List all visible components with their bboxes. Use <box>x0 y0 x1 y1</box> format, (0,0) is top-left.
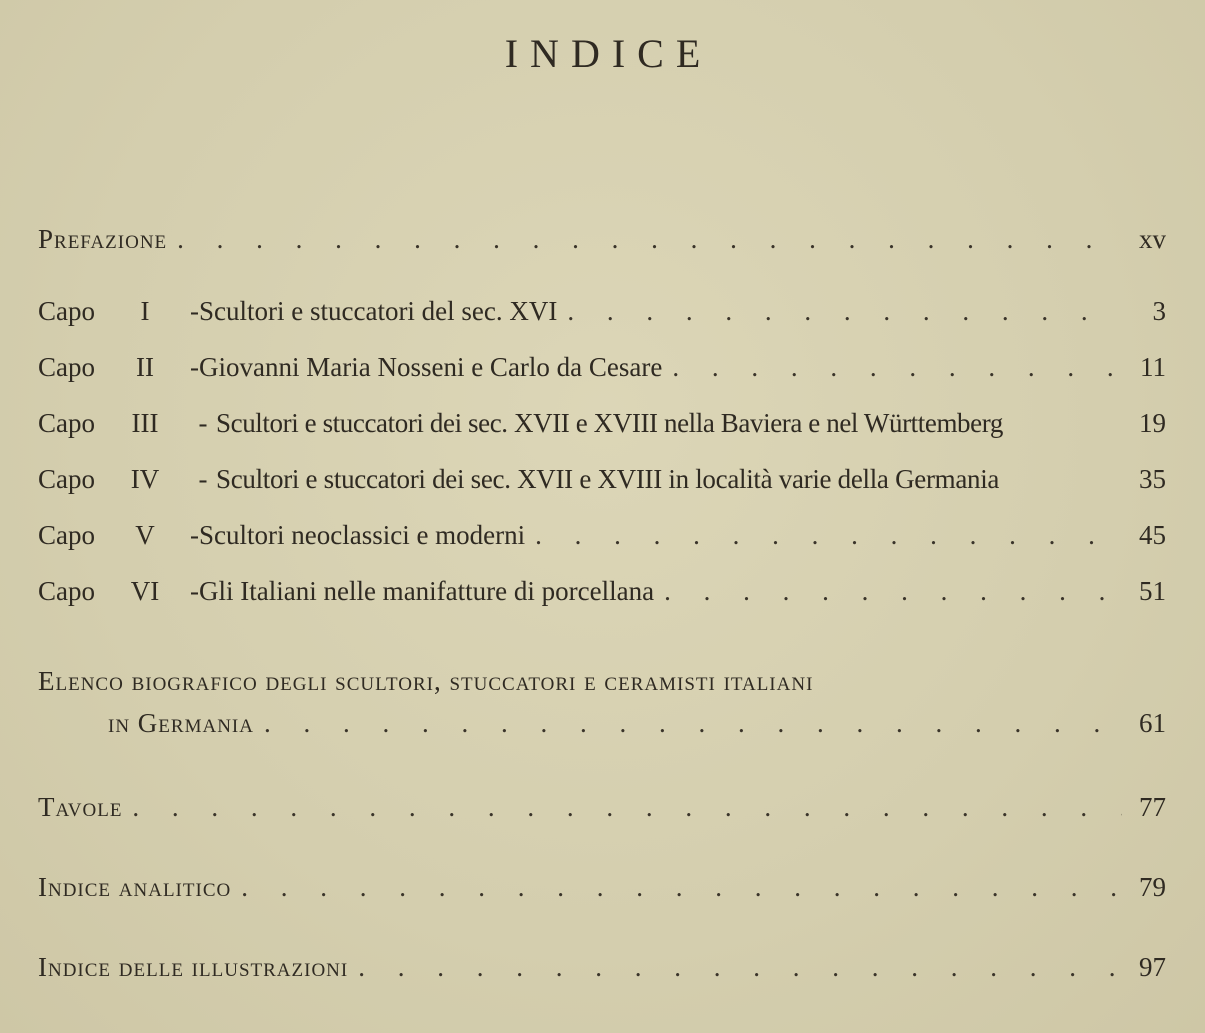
toc-entry-elenco-line2 <box>108 708 1166 748</box>
chapter-number: II <box>136 352 154 382</box>
chapter-title: Gli Italiani nelle manifatture di porcellana <box>199 576 655 606</box>
toc-page-number: 61 <box>1139 708 1166 738</box>
chapter-word: Capo <box>38 352 95 382</box>
toc-entry-indice-analitico <box>38 872 1166 912</box>
toc-label-continued: in Germania <box>108 708 254 738</box>
separator: - <box>190 352 199 382</box>
toc-page-number: 3 <box>1152 296 1166 326</box>
toc-entry-tavole <box>38 792 1166 832</box>
chapter-number: VI <box>130 576 160 606</box>
toc-page-number: 51 <box>1139 576 1166 606</box>
chapter-word: Capo <box>38 464 95 494</box>
toc-entry-capo-1 <box>38 296 1166 336</box>
chapter-word: Capo <box>38 296 95 326</box>
toc-page-number: 45 <box>1139 520 1166 550</box>
toc-entry-capo-5 <box>38 520 1166 560</box>
toc-page-number: 97 <box>1139 952 1166 982</box>
toc-page-number: xv <box>1139 224 1166 254</box>
separator: - <box>190 520 199 550</box>
toc-page-number: 35 <box>1139 464 1166 494</box>
toc-entry-prefazione <box>38 224 1166 264</box>
toc-entry-capo-3 <box>38 408 1166 448</box>
toc-label: Indice analitico <box>38 872 232 902</box>
toc-label: Tavole <box>38 792 123 822</box>
toc-entry-indice-illustrazioni <box>38 952 1166 992</box>
toc-page-number: 11 <box>1140 352 1166 382</box>
toc-page-number: 19 <box>1139 408 1166 438</box>
chapter-number: IV <box>130 464 160 494</box>
dot-leader <box>132 792 1122 823</box>
chapter-label <box>38 296 190 327</box>
page-title: INDICE <box>504 31 713 76</box>
chapter-title: Scultori neoclassici e moderni <box>199 520 526 550</box>
toc-entry-capo-4 <box>38 464 1166 504</box>
toc-label: Prefazione <box>38 224 168 254</box>
dot-leader <box>264 708 1122 739</box>
toc-label: Elenco biografico degli scultori, stuccatori e ceramisti italiani <box>38 666 814 696</box>
chapter-label <box>38 520 190 551</box>
toc-entry-capo-6 <box>38 576 1166 616</box>
chapter-title: Scultori e stuccatori dei sec. XVII e XVIII nella Baviera e nel Württemberg <box>216 408 1003 438</box>
chapter-label <box>38 576 190 607</box>
separator: - <box>190 296 199 326</box>
chapter-title: Scultori e stuccatori dei sec. XVII e XVIII in località varie della Germania <box>216 464 1000 494</box>
chapter-label <box>38 352 190 383</box>
dot-leader <box>535 520 1122 551</box>
separator: - <box>198 464 208 494</box>
chapter-number: I <box>140 296 150 326</box>
chapter-word: Capo <box>38 520 95 550</box>
dot-leader <box>358 952 1122 983</box>
chapter-number: V <box>135 520 155 550</box>
dot-leader <box>567 296 1122 327</box>
dot-leader <box>664 576 1122 607</box>
chapter-title: Giovanni Maria Nosseni e Carlo da Cesare <box>199 352 663 382</box>
dot-leader <box>672 352 1122 383</box>
separator: - <box>198 408 208 438</box>
toc-label: Indice delle illustrazioni <box>38 952 349 982</box>
dot-leader <box>241 872 1122 903</box>
chapter-word: Capo <box>38 576 95 606</box>
toc-entry-elenco-line1 <box>38 666 1166 706</box>
chapter-title: Scultori e stuccatori del sec. XVI <box>199 296 558 326</box>
chapter-label <box>38 408 190 439</box>
toc-page-number: 77 <box>1139 792 1166 822</box>
chapter-label <box>38 464 190 495</box>
toc-page-number: 79 <box>1139 872 1166 902</box>
dot-leader <box>177 224 1122 255</box>
chapter-word: Capo <box>38 408 95 438</box>
toc-entry-capo-2 <box>38 352 1166 392</box>
separator: - <box>190 576 199 606</box>
chapter-number: III <box>131 408 159 438</box>
